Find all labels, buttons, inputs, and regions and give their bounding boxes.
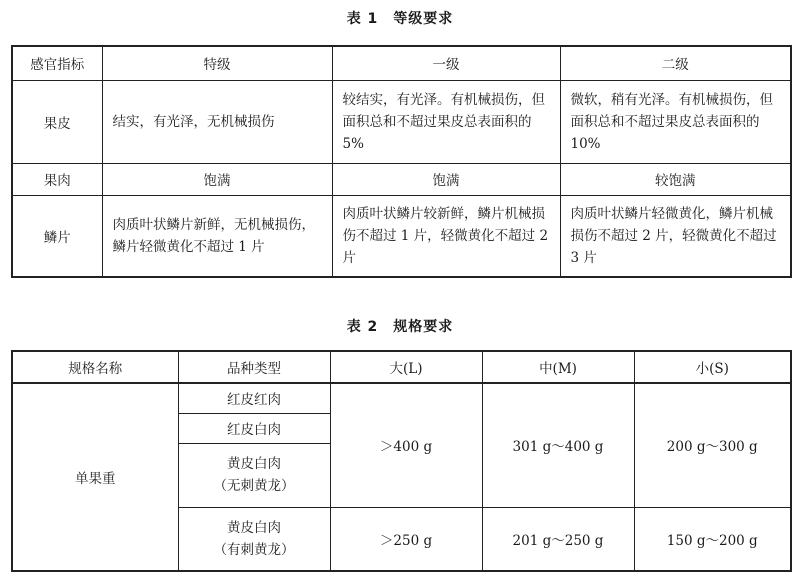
row-label-scales: 鳞片 bbox=[12, 195, 102, 277]
flesh-premium: 饱满 bbox=[102, 163, 332, 195]
group-b-large: ＞250 g bbox=[330, 507, 482, 571]
header-premium-grade: 特级 bbox=[102, 46, 332, 80]
row-label-peel: 果皮 bbox=[12, 80, 102, 163]
variety-yellow-thorny: 黄皮白肉 （有刺黄龙） bbox=[178, 507, 330, 571]
grade-requirements-table bbox=[11, 45, 792, 278]
header-large: 大(L) bbox=[330, 351, 482, 383]
row-label-single-fruit-weight: 单果重 bbox=[12, 383, 178, 571]
header-small: 小(S) bbox=[634, 351, 791, 383]
scales-premium: 肉质叶状鳞片新鲜，无机械损伤，鳞片轻微黄化不超过 1 片 bbox=[102, 195, 332, 277]
flesh-second: 较饱满 bbox=[560, 163, 791, 195]
variety-yellow-thornless: 黄皮白肉 （无刺黄龙） bbox=[178, 443, 330, 507]
size-requirements-table bbox=[11, 350, 792, 572]
group-a-large: ＞400 g bbox=[330, 383, 482, 507]
peel-second: 微软，稍有光泽。有机械损伤，但面积总和不超过果皮总表面积的 10% bbox=[560, 80, 791, 163]
group-a-medium: 301 g～400 g bbox=[482, 383, 634, 507]
variety-red-red: 红皮红肉 bbox=[178, 383, 330, 413]
header-sensory-index: 感官指标 bbox=[12, 46, 102, 80]
table2-caption: 表 2 规格要求 bbox=[346, 319, 454, 335]
header-first-grade: 一级 bbox=[332, 46, 560, 80]
group-b-small: 150 g～200 g bbox=[634, 507, 791, 571]
header-second-grade: 二级 bbox=[560, 46, 791, 80]
group-a-small: 200 g～300 g bbox=[634, 383, 791, 507]
row-label-flesh: 果肉 bbox=[12, 163, 102, 195]
header-size-name: 规格名称 bbox=[12, 351, 178, 383]
scales-second: 肉质叶状鳞片轻微黄化，鳞片机械损伤不超过 2 片，轻微黄化不超过 3 片 bbox=[560, 195, 791, 277]
peel-premium: 结实，有光泽，无机械损伤 bbox=[102, 80, 332, 163]
variety-red-white: 红皮白肉 bbox=[178, 413, 330, 443]
table1-caption: 表 1 等级要求 bbox=[346, 11, 454, 27]
scales-first: 肉质叶状鳞片较新鲜，鳞片机械损伤不超过 1 片，轻微黄化不超过 2 片 bbox=[332, 195, 560, 277]
header-variety-type: 品种类型 bbox=[178, 351, 330, 383]
group-b-medium: 201 g～250 g bbox=[482, 507, 634, 571]
header-medium: 中(M) bbox=[482, 351, 634, 383]
peel-first: 较结实，有光泽。有机械损伤，但面积总和不超过果皮总表面积的 5% bbox=[332, 80, 560, 163]
flesh-first: 饱满 bbox=[332, 163, 560, 195]
